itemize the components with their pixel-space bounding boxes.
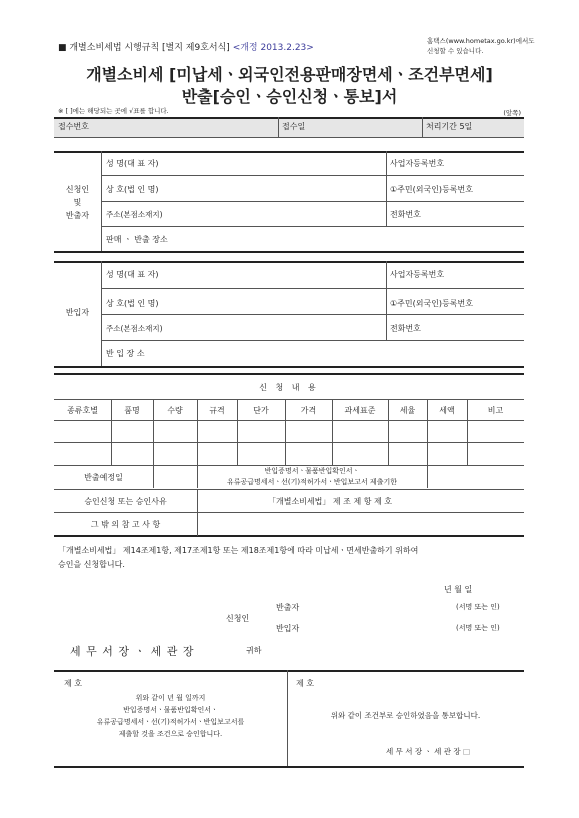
left-box-line1: 위와 같이 년 월 일까지 xyxy=(135,694,206,702)
seal-mark: □ xyxy=(463,747,471,756)
col-spec: 규격 xyxy=(209,406,225,415)
hometax-note xyxy=(427,36,535,56)
col-tax-base: 과세표준 xyxy=(344,406,376,415)
col-type: 종류호별 xyxy=(67,406,98,415)
importer-resident-no-label: ①주민(외국인)등록번호 xyxy=(390,299,473,308)
divider xyxy=(54,261,524,263)
divider xyxy=(386,261,387,340)
applicant-bizno-label: 사업자등록번호 xyxy=(390,159,445,168)
divider xyxy=(54,373,524,375)
importer-signer-label: 반입자 xyxy=(276,624,300,633)
divider xyxy=(54,512,524,513)
right-box-signer-text: 세 무 서 장 ㆍ 세 관 장 xyxy=(386,747,464,756)
divider xyxy=(54,535,524,537)
divider xyxy=(101,288,524,289)
planned-date-label: 반출예정일 xyxy=(84,473,123,482)
deadline-label-line2: 유류공급명세서ㆍ선(기)적허가서ㆍ반입보고서 제출기한 xyxy=(227,478,397,486)
reason-value: 「개별소비세법」 제 조 제 항 제 호 xyxy=(268,497,392,506)
divider xyxy=(54,251,524,253)
revision-text: <개정 2013.2.23> xyxy=(232,43,314,53)
importer-sign-hint: (서명 또는 인) xyxy=(456,624,500,632)
date-line: 년 월 일 xyxy=(444,585,473,594)
left-box-line4: 제출할 것을 조건으로 승인합니다. xyxy=(118,730,223,738)
col-product: 품명 xyxy=(124,406,140,415)
divider xyxy=(54,489,524,490)
col-unit-price: 단가 xyxy=(253,406,269,415)
hometax-note-line1: 홈택스(www.hometax.go.kr)에서도 xyxy=(427,37,535,45)
exporter-label: 반출자 xyxy=(276,603,300,612)
form-ref-text: ■ 개별소비세법 시행규칙 [별지 제9호서식] xyxy=(58,43,230,53)
divider xyxy=(54,137,524,138)
applicant-phone-label: 전화번호 xyxy=(390,210,421,219)
divider xyxy=(101,201,524,202)
applicant-section-label xyxy=(54,183,101,222)
col-tax-amount: 세액 xyxy=(439,406,455,415)
reason-label: 승인신청 또는 승인사유 xyxy=(84,497,167,506)
divider xyxy=(54,151,524,153)
importer-section-label: 반입자 xyxy=(65,308,90,317)
applicant-label-line1: 신청인 xyxy=(65,185,90,194)
importer-phone-label: 전화번호 xyxy=(390,324,421,333)
exporter-sign-hint: (서명 또는 인) xyxy=(456,603,500,611)
divider xyxy=(54,442,524,443)
applicant-address-label: 주소(본점소재지) xyxy=(106,210,163,219)
request-section-title: 신 청 내 용 xyxy=(259,383,319,392)
importer-address-label: 주소(본점소재지) xyxy=(106,324,163,333)
applicant-label-line2: 및 xyxy=(73,198,82,207)
applicant-place-label: 판매 ㆍ 반출 장소 xyxy=(106,235,168,244)
form-title-line2: 반출[승인ㆍ승인신청ㆍ통보]서 xyxy=(181,87,398,106)
right-box-signer xyxy=(386,746,470,757)
instruction-note: ※ [ ]에는 해당되는 곳에 √표를 합니다. xyxy=(58,107,169,115)
form-title-line1: 개별소비세 [미납세ㆍ외국인전용판매장면세ㆍ조건부면세] xyxy=(86,65,493,84)
divider xyxy=(54,420,524,421)
applicant-name-label: 성 명(대 표 자) xyxy=(106,159,159,168)
importer-name-label: 성 명(대 표 자) xyxy=(106,270,159,279)
left-box-line2: 반입증명서ㆍ물품반입확인서ㆍ xyxy=(123,706,218,714)
applicant-resident-no-label: ①주민(외국인)등록번호 xyxy=(390,185,473,194)
receipt-date-label: 접수일 xyxy=(282,122,306,131)
divider xyxy=(101,314,524,315)
right-box-text: 위와 같이 조건부로 승인하였음을 통보합니다. xyxy=(330,711,481,720)
divider xyxy=(101,226,524,227)
addressee-name: 세 무 서 장 ㆍ 세 관 장 xyxy=(70,645,195,658)
importer-place-label: 반 입 장 소 xyxy=(106,349,145,358)
statement-line2: 승인을 신청합니다. xyxy=(58,560,125,569)
statement-line1: 「개별소비세법」 제14조제1항, 제17조제1항 또는 제18조제1항에 따라 미납세ㆍ면세반출하기 위하여 xyxy=(58,546,419,555)
hometax-note-line2: 신청할 수 있습니다. xyxy=(427,47,484,55)
divider xyxy=(422,117,423,137)
col-remarks: 비고 xyxy=(487,406,504,415)
divider xyxy=(101,175,524,176)
processing-period-label: 처리기간 5일 xyxy=(426,122,473,131)
divider xyxy=(54,766,524,768)
signer-group-label: 신청인 xyxy=(226,614,250,623)
importer-company-label: 상 호(법 인 명) xyxy=(106,299,159,308)
applicant-label-line3: 반출자 xyxy=(65,211,90,220)
col-price: 가격 xyxy=(300,406,317,415)
form-reference xyxy=(58,40,314,53)
deadline-label-line1: 반입증명서ㆍ물품반입확인서ㆍ xyxy=(264,467,360,475)
addressee-suffix: 귀하 xyxy=(246,646,262,655)
divider xyxy=(54,399,524,400)
divider xyxy=(54,117,524,119)
divider xyxy=(101,340,524,341)
deadline-label xyxy=(197,466,427,488)
divider xyxy=(54,670,524,672)
left-box-no-label: 제 호 xyxy=(64,679,82,688)
divider xyxy=(278,117,279,137)
left-box-text xyxy=(54,692,287,740)
col-tax-rate: 세율 xyxy=(399,406,416,415)
divider xyxy=(197,489,198,536)
left-box-line3: 유류공급명세서ㆍ선(기)적허가서ㆍ반입보고서를 xyxy=(96,718,245,726)
applicant-company-label: 상 호(법 인 명) xyxy=(106,185,159,194)
receipt-number-label: 접수번호 xyxy=(58,122,89,131)
divider xyxy=(54,366,524,368)
other-notes-label: 그 밖 의 참 고 사 항 xyxy=(90,520,161,529)
divider xyxy=(386,151,387,226)
col-quantity: 수량 xyxy=(167,406,183,415)
importer-bizno-label: 사업자등록번호 xyxy=(390,270,445,279)
right-box-no-label: 제 호 xyxy=(296,679,314,688)
page-side-label: (앞쪽) xyxy=(503,109,521,117)
